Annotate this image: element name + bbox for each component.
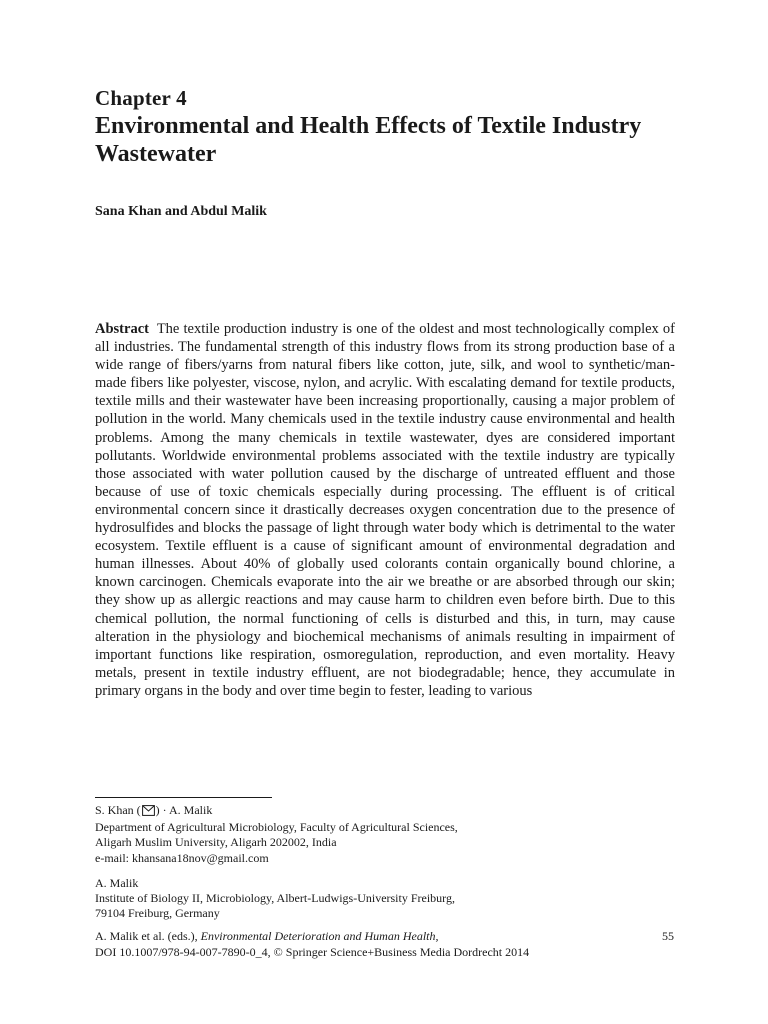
affiliation-1-line-1: Department of Agricultural Microbiology, Faculty of Agricultural Sciences, bbox=[95, 820, 458, 835]
footnote-affiliation-2 bbox=[95, 876, 695, 922]
footnote-author-suffix: ) · A. Malik bbox=[155, 803, 213, 817]
author-email: e-mail: khansana18nov@gmail.com bbox=[95, 850, 269, 865]
footnote-authors-line bbox=[95, 803, 695, 820]
doi-line: DOI 10.1007/978-94-007-7890-0_4, © Springer Science+Business Media Dordrecht 2014 bbox=[95, 944, 530, 959]
chapter-authors: Sana Khan and Abdul Malik bbox=[95, 204, 267, 219]
footnote-author-2: A. Malik bbox=[95, 876, 139, 890]
page-number: 55 bbox=[662, 929, 674, 943]
abstract-text: The textile production industry is one of the oldest and most technologically complex of all industries. The fundamental strength of this industry flows from its strong production base of a wide range of fibers/yarns from natural fibers like cotton, jute, silk, and wool to synthetic/man-made fibers like polyester, viscose, nylon, and acrylic. With escalating demand for textile products, textile mills and their wastewater have been increasing proportionally, causing a major problem of pollution in the world. Many chemicals used in the textile industry cause environmental and health problems. Among the many chemicals in textile wastewater, dyes are considered important pollutants. Worldwide environmental problems associated with the textile industry are typically those associated with water pollution caused by the discharge of untreated effluent and those because of use of toxic chemicals especially during processing. The effluent is of critical environmental concern since it drastically decreases oxygen concentration due to the presence of hydrosulfides and blocks the passage of light through water body which is detrimental to the water ecosystem. Textile effluent is a cause of significant amount of environmental degradation and human illnesses. About 40% of globally used colorants contain organically bound chlorine, a known carcinogen. Chemicals evaporate into the air we breathe or are absorbed through our skin; they show up as allergic reactions and may cause harm to children even before birth. Due to this chemical pollution, the normal functioning of cells is disturbed and this, in turn, may cause alteration in the physiology and biochemical mechanisms of animals resulting in impairment of important functions like respiration, osmoregulation, reproduction, and even mortality. Heavy metals, present in textile industry effluent, are not biodegradable; hence, they accumulate in primary organs in the body and over time begin to fester, leading to various bbox=[95, 321, 675, 699]
abstract-paragraph bbox=[95, 320, 675, 700]
citation-editors: A. Malik et al. (eds.), bbox=[95, 929, 201, 943]
footnote-divider bbox=[95, 797, 272, 798]
chapter-title: Environmental and Health Effects of Textile Industry Wastewater bbox=[95, 113, 642, 167]
envelope-icon bbox=[142, 805, 155, 820]
affiliation-1-line-2: Aligarh Muslim University, Aligarh 202002, India bbox=[95, 835, 337, 850]
citation-footer bbox=[95, 929, 675, 960]
abstract-label: Abstract bbox=[95, 321, 149, 337]
footnote-affiliation-1 bbox=[95, 803, 695, 866]
affiliation-2-line-1: Institute of Biology II, Microbiology, Albert-Ludwigs-University Freiburg, bbox=[95, 891, 455, 906]
chapter-label: Chapter 4 bbox=[95, 86, 187, 110]
citation-line-1 bbox=[95, 929, 675, 945]
affiliation-2-line-2: 79104 Freiburg, Germany bbox=[95, 906, 220, 921]
footnote-author-prefix: S. Khan ( bbox=[95, 803, 141, 817]
book-title: Environmental Deterioration and Human Health, bbox=[200, 929, 439, 943]
